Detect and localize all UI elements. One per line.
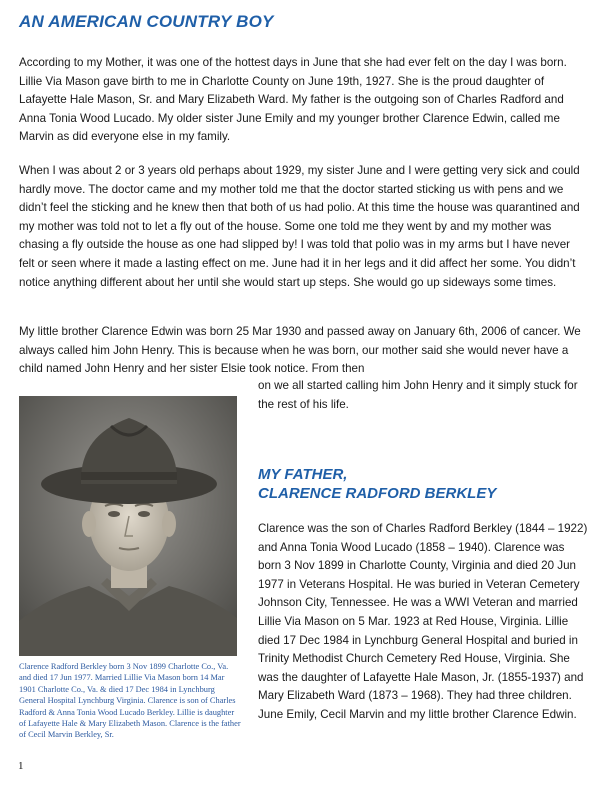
photo-caption: Clarence Radford Berkley born 3 Nov 1899 Charlotte Co., Va. and died 17 Jun 1977. Married Lillie Via Mason born 14 Mar 1901 Charlotte Co., Va. & died 17 Dec 1984 in Lynchburg General Hospital Lynchburg Virginia. Clarence is son of Charles Radford & Anna Tonia Wood Lucado Berkley. Lillie is daughter of Lafayette Hale & Mary Elizabeth Mason. Clarence is the father of Cecil Marvin Berkley, Sr. [19, 662, 241, 740]
page-number: 1 [18, 760, 24, 772]
paragraph-father: Clarence was the son of Charles Radford Berkley (1844 – 1922) and Anna Tonia Wood Lucado (1858 – 1940). Clarence was born 3 Nov 1899 in Charlotte County, Virginia and died 20 Jun 1977 in Veterans Hospital. He was buried in Veteran Cemetery Johnson City, Tennessee. He was a WWI Veteran and married Lillie Via Mason on 5 Mar. 1923 at Red House, Virginia. Lillie died 17 Dec 1984 in Lynchburg General Hospital and buried in Trinity Methodist Church Cemetery Red House, Virginia. She was the daughter of Lafayette Hale Mason, Jr. (1855-1937) and Mary Elizabeth Ward (1873 – 1968). They had three children. June Emily, Cecil Marvin and my little brother Clarence Edwin. [258, 522, 588, 721]
portrait-image [19, 396, 237, 656]
section-title-line2: CLARENCE RADFORD BERKLEY [258, 485, 497, 502]
paragraph-brother: My little brother Clarence Edwin was born 25 Mar 1930 and passed away on January 6th, 2006 of cancer. We always called him John Henry. This is because when he was born, our mother said she would never have a child named John Henry and her sister Elsie took notice. From then [19, 325, 581, 376]
page-title: AN AMERICAN COUNTRY BOY [19, 12, 274, 31]
section-title [258, 465, 496, 503]
paragraph-brother-continued: on we all started calling him John Henry and it simply stuck for the rest of his life. [258, 379, 578, 411]
paragraph-polio: When I was about 2 or 3 years old perhaps about 1929, my sister June and I were getting very sick and could hardly move. The doctor came and my mother told me that the doctor started sticking us with pens and we didn’t feel the sticking and he knew then that both of us had polio. At this time the house was quarantined and my mother was told not to let a fly out of the house. Some one told me they went by and my mother was chasing a fly outside the house as one had slipped by! I was told that polio was in my arms but I have never felt or seen where it made a lasting effect on me. June had it in her legs and it did affect her some. You didn’t notice anything different about her until she would start up steps. She would go up sideways some times. [19, 164, 580, 289]
soldier-portrait-photo [19, 396, 237, 656]
paragraph-birth: According to my Mother, it was one of the hottest days in June that she had ever felt on the day I was born. Lillie Via Mason gave birth to me in Charlotte County on June 19th, 1927. She is the proud daughter of Lafayette Hale Mason, Sr. and Mary Elizabeth Ward. My father is the outgoing son of Charles Radford and Anna Tonia Wood Lucado. My older sister June Emily and my younger brother Clarence Edwin, called me Marvin as did everyone else in my family. [19, 56, 567, 144]
section-title-line1: MY FATHER, [258, 466, 348, 483]
